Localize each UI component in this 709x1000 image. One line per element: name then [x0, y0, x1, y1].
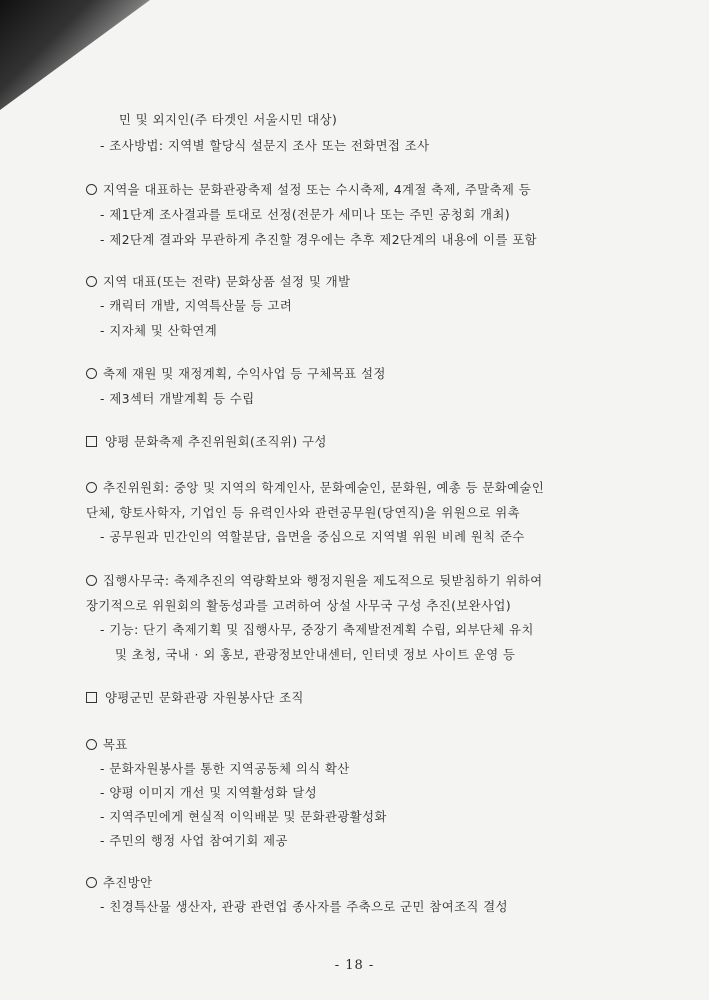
circle-bullet-icon — [86, 368, 97, 379]
text-line-18: 및 초청, 국내 · 외 홍보, 관광정보안내센터, 인터넷 정보 사이트 운영 등 — [115, 648, 516, 662]
circle-bullet-icon — [86, 877, 97, 888]
section-heading-1-text: 양평 문화축제 추진위원회(조직위) 구성 — [105, 435, 327, 449]
text-line-7: - 캐릭터 개발, 지역특산물 등 고려 — [100, 299, 293, 313]
text-line-23: - 지역주민에게 현실적 이익배분 및 문화관광활성화 — [100, 810, 387, 824]
text-line-12 — [86, 480, 544, 496]
text-line-15 — [86, 573, 543, 589]
text-line-14: - 공무원과 민간인의 역할분담, 읍면을 중심으로 지역별 위원 비례 원칙 준수 — [100, 530, 525, 544]
text-line-3-content: 지역을 대표하는 문화관광축제 설정 또는 수시축제, 4계절 축제, 주말축제 등 — [103, 183, 532, 197]
circle-bullet-icon — [86, 575, 97, 586]
section-heading-1 — [86, 434, 327, 450]
square-bullet-icon — [86, 436, 97, 447]
text-line-15-content: 집행사무국: 축제추진의 역량확보와 행정지원을 제도적으로 뒷받침하기 위하여 — [103, 574, 543, 588]
text-line-2: - 조사방법: 지역별 할당식 설문지 조사 또는 전화면접 조사 — [100, 139, 430, 153]
text-line-24: - 주민의 행정 사업 참여기회 제공 — [100, 834, 288, 848]
text-line-8: - 지자체 및 산학연계 — [100, 324, 218, 338]
text-line-25 — [86, 875, 153, 891]
text-line-1: 민 및 외지인(주 타겟인 서울시민 대상) — [119, 113, 338, 127]
text-line-6-content: 지역 대표(또는 전략) 문화상품 설정 및 개발 — [103, 275, 351, 289]
circle-bullet-icon — [86, 739, 97, 750]
text-line-22: - 양평 이미지 개선 및 지역활성화 달성 — [100, 786, 318, 800]
text-line-20 — [86, 737, 128, 753]
text-line-3 — [86, 182, 531, 198]
text-line-4: - 제1단계 조사결과를 토대로 선정(전문가 세미나 또는 주민 공청회 개최) — [100, 208, 511, 222]
circle-bullet-icon — [86, 184, 97, 195]
square-bullet-icon — [86, 692, 97, 703]
text-line-16: 장기적으로 위원회의 활동성과를 고려하여 상설 사무국 구성 추진(보완사업) — [86, 599, 512, 613]
text-line-9 — [86, 366, 386, 382]
text-line-20-content: 목표 — [103, 738, 128, 752]
text-line-6 — [86, 274, 351, 290]
text-line-17: - 기능: 단기 축제기획 및 집행사무, 중장기 축제발전계획 수립, 외부단체 유치 — [100, 623, 534, 637]
text-line-9-content: 축제 재원 및 재정계획, 수익사업 등 구체목표 설정 — [103, 367, 386, 381]
text-line-5: - 제2단계 결과와 무관하게 추진할 경우에는 추후 제2단계의 내용에 이를 포함 — [100, 233, 538, 247]
text-line-21: - 문화자원봉사를 통한 지역공동체 의식 확산 — [100, 762, 350, 776]
text-line-12-content: 추진위원회: 중앙 및 지역의 학계인사, 문화예술인, 문화원, 예총 등 문화예술인 — [103, 481, 545, 495]
text-line-10: - 제3섹터 개발계획 등 수립 — [100, 392, 255, 406]
section-heading-2 — [86, 690, 304, 706]
text-line-25-content: 추진방안 — [103, 876, 153, 890]
scan-shadow — [0, 0, 150, 110]
page-number: - 18 - — [334, 958, 375, 973]
circle-bullet-icon — [86, 482, 97, 493]
text-line-13: 단체, 향토사학자, 기업인 등 유력인사와 관련공무원(당연직)을 위원으로 위촉 — [86, 506, 521, 520]
section-heading-2-text: 양평군민 문화관광 자원봉사단 조직 — [105, 691, 304, 705]
text-line-26: - 친경특산물 생산자, 관광 관련업 종사자를 주축으로 군민 참여조직 결성 — [100, 900, 509, 914]
circle-bullet-icon — [86, 276, 97, 287]
